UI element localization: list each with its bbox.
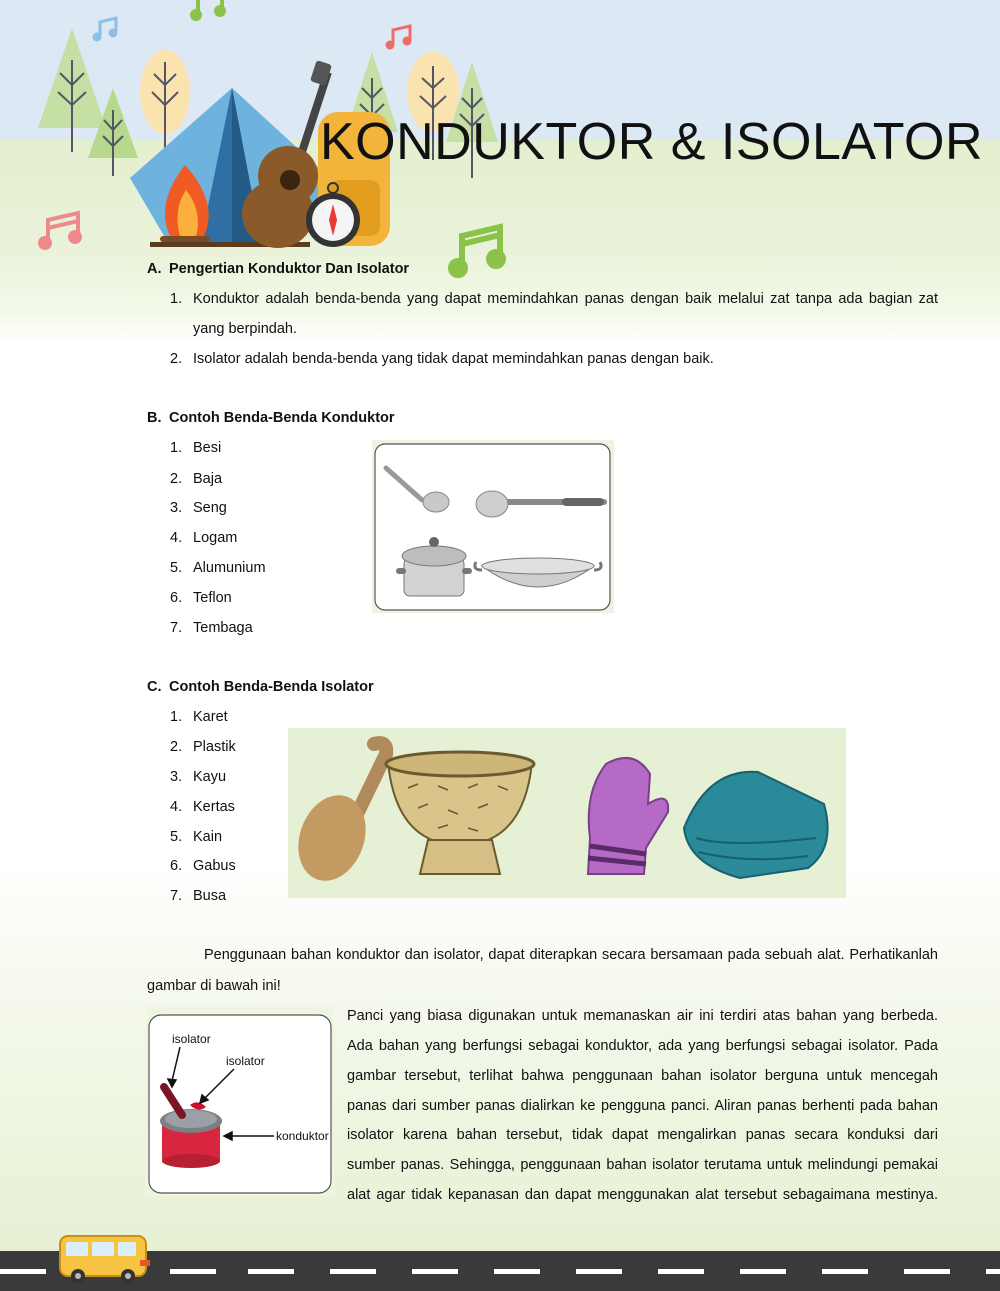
list-item [170, 799, 235, 815]
insulator-label: Kain [193, 829, 223, 845]
music-note-icon [451, 227, 503, 275]
list-number: 6. [170, 858, 183, 874]
usage-paragraph-line: alat agar tidak kepanasan dan dapat menggunakan alat tersebut sebagaimana mestinya. [347, 1187, 938, 1203]
list-item [170, 560, 266, 576]
insulator-label: Busa [193, 888, 227, 904]
definition-continuation: yang berpindah. [193, 321, 297, 337]
isolator-label: isolator [172, 1032, 211, 1046]
section-title: Pengertian Konduktor Dan Isolator [169, 261, 410, 277]
insulator-label: Kertas [193, 799, 235, 815]
section-letter: A. [147, 261, 162, 277]
list-item [170, 888, 226, 904]
list-item [170, 440, 221, 456]
conductor-label: konduktor [276, 1129, 329, 1143]
list-item [170, 739, 236, 755]
list-number: 1. [170, 291, 183, 307]
page-title: KONDUKTOR & ISOLATOR [320, 113, 984, 171]
list-number: 3. [170, 769, 183, 785]
section-title: Contoh Benda-Benda Isolator [169, 679, 374, 695]
music-note-icon [94, 18, 116, 40]
insulator-label: Plastik [193, 739, 236, 755]
insulator-label: Kayu [193, 769, 227, 785]
list-item [170, 500, 227, 516]
conductor-label: Teflon [193, 590, 232, 606]
list-number: 4. [170, 530, 183, 546]
conductor-label: Alumunium [193, 560, 266, 576]
list-number: 2. [170, 471, 183, 487]
list-number: 7. [170, 888, 183, 904]
list-number: 5. [170, 560, 183, 576]
definition-text: Konduktor adalah benda-benda yang dapat memindahkan panas dengan baik melalui zat tanpa ada bagian zat [193, 291, 938, 307]
conductor-label: Tembaga [193, 620, 253, 636]
list-item [170, 620, 253, 636]
insulator-objects-image [288, 728, 846, 898]
section-b-heading [147, 410, 395, 426]
insulator-label: Karet [193, 709, 228, 725]
list-number: 1. [170, 440, 183, 456]
conductor-utensils-image [372, 440, 614, 613]
list-item [170, 530, 237, 546]
list-item [170, 709, 228, 725]
list-number: 4. [170, 799, 183, 815]
list-number: 5. [170, 829, 183, 845]
usage-paragraph-line: panas dari sumber panas dialirkan ke pengguna panci. Aliran panas berhenti pada bahan [347, 1098, 938, 1114]
list-number: 2. [170, 739, 183, 755]
section-letter: C. [147, 679, 162, 695]
bus-icon [58, 1232, 154, 1286]
usage-intro: Penggunaan bahan konduktor dan isolator, dapat diterapkan secara bersamaan pada sebuah alat. Perhatikanlah [204, 947, 938, 963]
conductor-label: Besi [193, 440, 222, 456]
section-letter: B. [147, 410, 162, 426]
list-number: 2. [170, 351, 183, 367]
usage-paragraph-line: Ada bahan yang berfungsi sebagai konduktor, ada yang berfungsi sebagai isolator. Pada [347, 1038, 938, 1054]
music-note-icon [387, 26, 410, 48]
list-item [170, 769, 226, 785]
usage-paragraph-line: isolator karena bahan tersebut, tidak dapat mengalirkan panas secara konduksi dari [347, 1127, 938, 1143]
list-number: 7. [170, 620, 183, 636]
tree-icon [38, 28, 106, 152]
usage-intro-continuation: gambar di bawah ini! [147, 978, 281, 994]
list-item [170, 829, 222, 845]
usage-paragraph-line: gambar tersebut, terlihat bahwa penggunaan bahan isolator berguna untuk mencegah [347, 1068, 938, 1084]
list-number: 6. [170, 590, 183, 606]
section-title: Contoh Benda-Benda Konduktor [169, 410, 395, 426]
conductor-label: Logam [193, 530, 238, 546]
definition-text: Isolator adalah benda-benda yang tidak dapat memindahkan panas dengan baik. [193, 351, 714, 367]
list-number: 1. [170, 709, 183, 725]
music-note-icon [192, 0, 224, 19]
list-item [170, 858, 236, 874]
conductor-label: Baja [193, 471, 223, 487]
section-a-heading [147, 261, 409, 277]
definition-item [170, 291, 938, 307]
conductor-label: Seng [193, 500, 227, 516]
isolator-label: isolator [226, 1054, 265, 1068]
music-note-icon [40, 213, 80, 248]
definition-item [170, 351, 714, 367]
list-item [170, 590, 232, 606]
pot-diagram [146, 1007, 334, 1196]
insulator-label: Gabus [193, 858, 236, 874]
usage-paragraph-line: Panci yang biasa digunakan untuk memanaskan air ini terdiri atas bahan yang berbeda. [347, 1008, 938, 1024]
usage-paragraph-line: sumber panas. Sehingga, penggunaan bahan isolator terutama untuk melindungi pemakai [347, 1157, 938, 1173]
section-c-heading [147, 679, 374, 695]
list-item [170, 471, 222, 487]
list-number: 3. [170, 500, 183, 516]
